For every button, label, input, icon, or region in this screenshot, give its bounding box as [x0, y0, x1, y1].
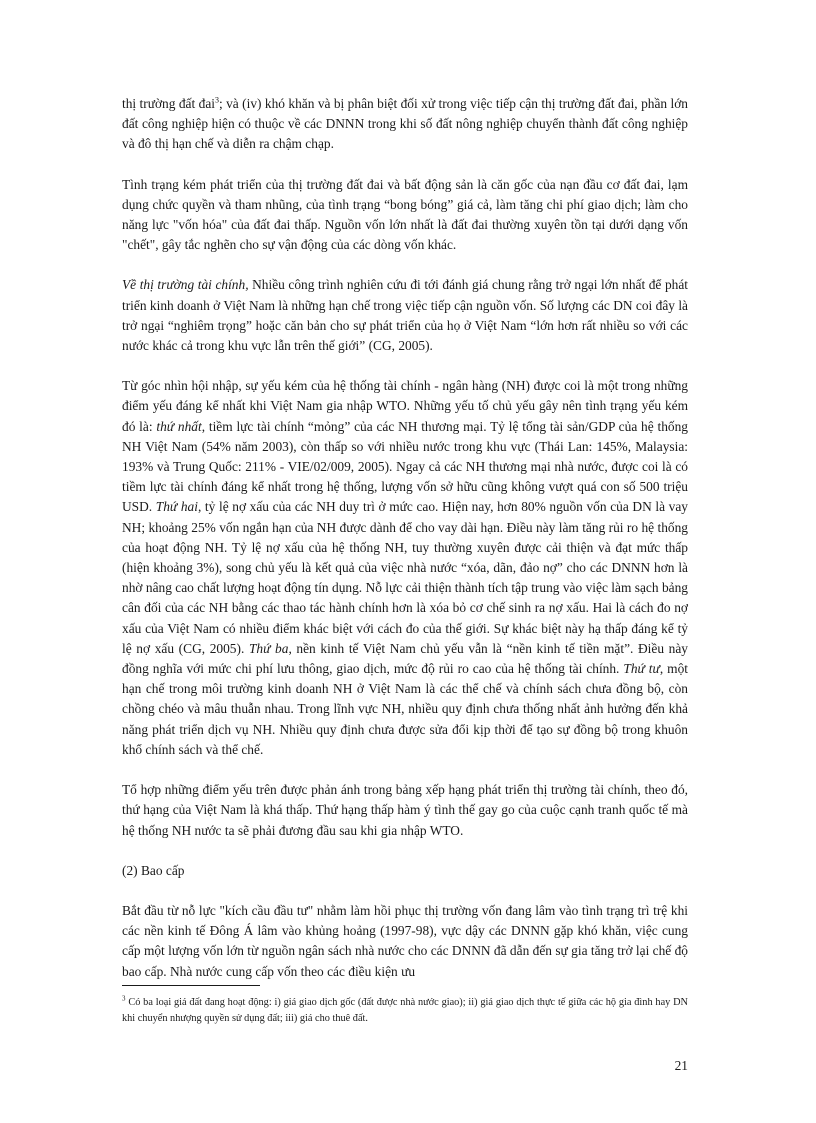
paragraph	[122, 376, 688, 760]
text-run: Tình trạng kém phát triển của thị trường đất đai và bất động sản là căn gốc của nạn đầu cơ đất đai, lạm dụng chức quyền và tham nhũng, của tình trạng “bong bóng” giá cả, làm tăng chi phí giao dịch; làm cho năng lực "vốn hóa" của đất đai thấp. Nguồn vốn lớn nhất là đất đai thường xuyên tồn tại dưới dạng vốn "chết", gây tắc nghẽn cho sự vận động của các dòng vốn khác.	[122, 176, 688, 253]
text-run: (2) Bao cấp	[122, 862, 185, 878]
text-run: Từ góc nhìn hội nhập, sự yếu kém của hệ thống tài chính - ngân hàng (NH) được coi là một trong những điểm yếu đáng kể nhất khi Việt Nam gia nhập WTO. Những yếu tố chủ yếu gây nên tình trạng yếu kém đó là:	[122, 378, 688, 434]
text-run: , tỷ lệ nợ xấu của các NH duy trì ở mức cao. Hiện nay, hơn 80% nguồn vốn của DN là vay NH; khoảng 25% vốn ngắn hạn của NH được dành để cho vay dài hạn. Điều này làm tăng rủi ro hệ thống của hoạt động NH. Tỷ lệ nợ xấu của hệ thống NH, tuy thường xuyên được cải thiện và đạt mức thấp (hiện khoảng 3%), song chủ yếu là kết quả của việc nhà nước “xóa, dãn, đảo nợ” cho các DNNN hơn là nhờ nâng cao chất lượng hoạt động tín dụng. Nỗ lực cải thiện thành tích tập trung vào việc làm sạch bảng cân đối của các NH bằng các thao tác hành chính hơn là xóa bỏ cơ chế sinh ra nợ xấu. Hai là cách đo nợ xấu của Việt Nam có nhiều điểm khác biệt với cách đo của thế giới. Sự khác biệt này hạ thấp đáng kể tỷ lệ nợ xấu (CG, 2005).	[122, 499, 688, 656]
italic-run: Thứ hai	[155, 499, 198, 515]
footnote	[122, 995, 688, 1026]
footnote-divider	[122, 985, 260, 986]
text-run: , một hạn chế trong môi trường kinh doanh NH ở Việt Nam là các thể chế và chính sách chưa đồng bộ, còn chồng chéo và mâu thuẫn nhau. Trong lĩnh vực NH, nhiều quy định chưa thống nhất ảnh hưởng đến khả năng phát triển dịch vụ NH. Nhiều quy định chưa được sửa đổi kịp thời để tạo sự đồng bộ trong khuôn khổ chính sách và thể chế.	[122, 661, 688, 757]
italic-run: Thứ ba	[248, 640, 289, 656]
text-run: Nhiều công trình nghiên cứu đi tới đánh giá chung rằng trở ngại lớn nhất để phát triển kinh doanh ở Việt Nam là những hạn chế trong việc tiếp cận nguồn vốn. Số lượng các DN coi đây là trở ngại “nghiêm trọng” hoặc căn bản cho sự phát triển của họ ở Việt Nam “lớn hơn rất nhiều so với các nước khác cả trong khu vực lẫn trên thế giới” (CG, 2005).	[122, 277, 689, 354]
text-run: Tổ hợp những điểm yếu trên được phản ánh trong bảng xếp hạng phát triển thị trường tài chính, theo đó, thứ hạng của Việt Nam là khá thấp. Thứ hạng thấp hàm ý tình thế gay go của cuộc cạnh tranh quốc tế mà hệ thống NH nước ta sẽ phải đương đầu sau khi gia nhập WTO.	[122, 782, 688, 838]
italic-run: Về thị trường tài chính,	[122, 277, 249, 293]
italic-run: thứ nhất	[156, 418, 202, 434]
section-heading	[122, 861, 688, 881]
text-run: , tiềm lực tài chính “mỏng” của các NH thương mại. Tỷ lệ tổng tài sản/GDP của hệ thống NH Việt Nam (54% năm 2003), còn thấp so với nhiều nước trong khu vực (Thái Lan: 145%, Malaysia: 193% và Trung Quốc: 211% - VIE/02/009, 2005). Ngay cả các NH thương mại nhà nước, được coi là có tiềm lực tài chính đáng kể nhất trong hệ thống, lượng vốn sở hữu cũng không vượt quá con số 500 triệu USD.	[122, 418, 688, 515]
text-run: Bắt đầu từ nỗ lực "kích cầu đầu tư" nhằm làm hồi phục thị trường vốn đang lâm vào tình trạng trì trệ khi các nền kinh tế Đông Á lâm vào khủng hoảng (1997-98), vực dậy các DNNN gặp khó khăn, việc cung cấp một lượng vốn lớn từ nguồn ngân sách nhà nước cho các DNNN đã dẫn đến sự gia tăng trở lại chế độ bao cấp. Nhà nước cung cấp vốn theo các điều kiện ưu	[122, 902, 688, 979]
text-run: thị trường đất đai	[122, 96, 215, 111]
paragraph	[122, 275, 688, 356]
document-body	[122, 94, 688, 1002]
footnote-ref: 3	[214, 95, 219, 105]
footnote-number: 3	[122, 994, 126, 1003]
paragraph	[122, 780, 688, 841]
page-number: 21	[674, 1058, 688, 1073]
paragraph	[122, 175, 688, 256]
paragraph	[122, 901, 688, 982]
text-run: ; và (iv) khó khăn và bị phân biệt đối xử trong việc tiếp cận thị trường đất đai, phần lớn đất công nghiệp hiện có thuộc về các DNNN trong khi số đất nông nghiệp chuyển thành đất công nghiệp và đô thị hạn chế và diễn ra chậm chạp.	[122, 96, 688, 152]
text-run: , nền kinh tế Việt Nam chủ yếu vẫn là “nền kinh tế tiền mặt”. Điều này đồng nghĩa với mức chi phí lưu thông, giao dịch, mức độ rủi ro cao của hệ thống tài chính.	[122, 640, 689, 677]
italic-run: Thứ tư	[623, 661, 660, 677]
paragraph	[122, 94, 688, 155]
footnote-text: Có ba loại giá đất đang hoạt động: i) giá giao dịch gốc (đất được nhà nước giao); ii) giá giao dịch thực tế giữa các hộ gia đình hay DN khi chuyển nhượng quyền sử dụng đất; iii) giá cho thuê đất.	[122, 997, 688, 1024]
